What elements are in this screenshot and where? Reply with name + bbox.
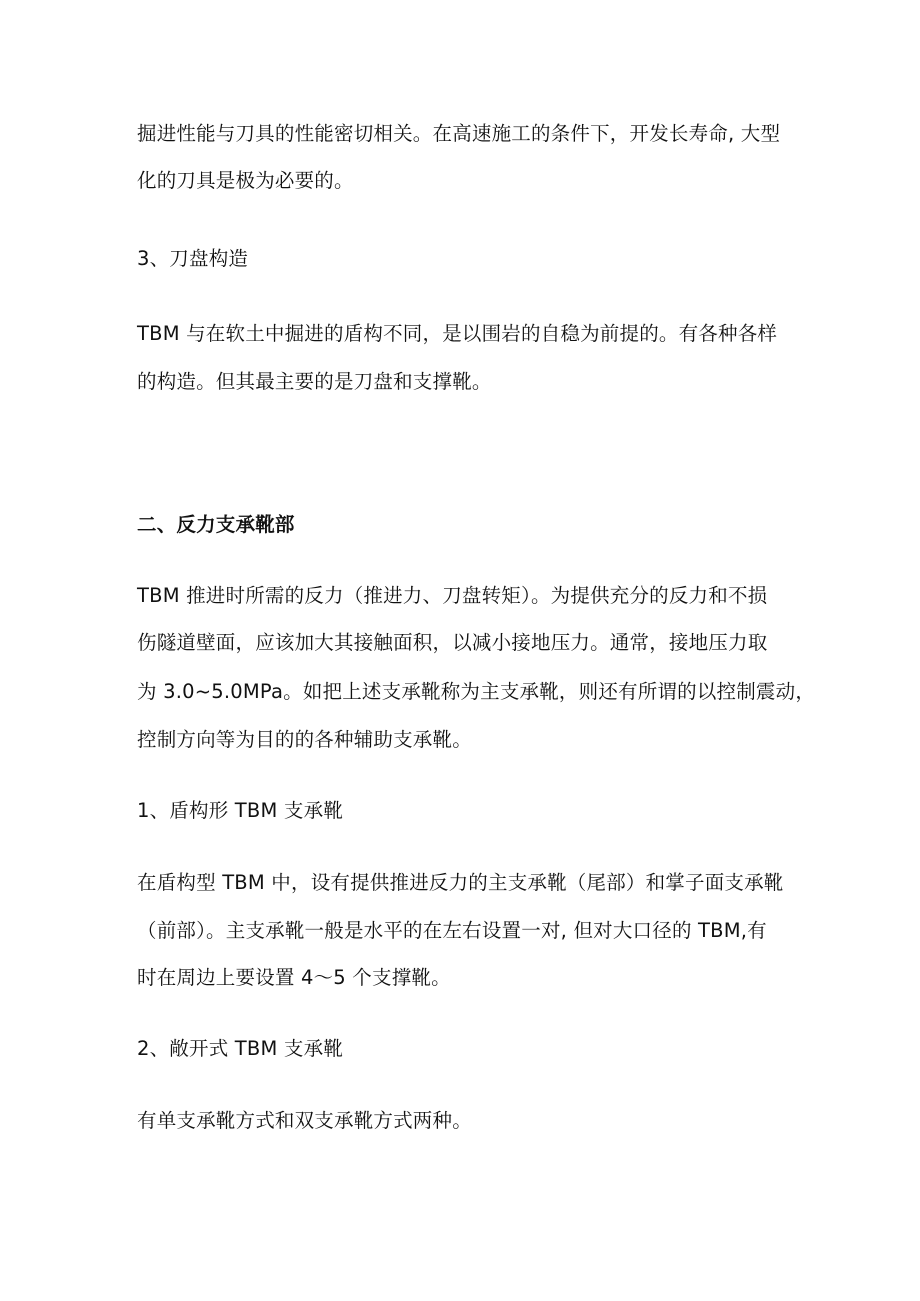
subheading-shield-tbm-gripper: 1、盾构形 TBM 支承靴 [137,799,344,822]
paragraph-line: 时在周边上要设置 4～5 个支撑靴。 [137,966,451,989]
paragraph-line: 控制方向等为目的的各种辅助支承靴。 [137,728,472,751]
paragraph-line: 为 3.0~5.0MPa。如把上述支承靴称为主支承靴，则还有所谓的以控制震动， [137,680,816,703]
paragraph-line: TBM 推进时所需的反力（推进力、刀盘转矩）。为提供充分的反力和不损 [137,584,768,607]
section-title: 二、反力支承靴部 [137,513,295,536]
paragraph-line: 掘进性能与刀具的性能密切相关。在高速施工的条件下，开发长寿命, 大型 [137,122,781,145]
subheading-cutterhead-structure: 3、刀盘构造 [137,247,249,270]
subheading-open-tbm-gripper: 2、敞开式 TBM 支承靴 [137,1037,344,1060]
paragraph-line: （前部）。主支承靴一般是水平的在左右设置一对, 但对大口径的 TBM,有 [137,919,767,942]
paragraph-line: 的构造。但其最主要的是刀盘和支撑靴。 [137,370,492,393]
paragraph-line: 有单支承靴方式和双支承靴方式两种。 [137,1109,472,1132]
paragraph-line: 化的刀具是极为必要的。 [137,169,354,192]
paragraph-line: TBM 与在软土中掘进的盾构不同，是以围岩的自稳为前提的。有各种各样 [137,322,778,345]
paragraph-line: 伤隧道壁面，应该加大其接触面积，以减小接地压力。通常，接地压力取 [137,631,768,654]
paragraph-line: 在盾构型 TBM 中，设有提供推进反力的主支承靴（尾部）和掌子面支承靴 [137,871,784,894]
